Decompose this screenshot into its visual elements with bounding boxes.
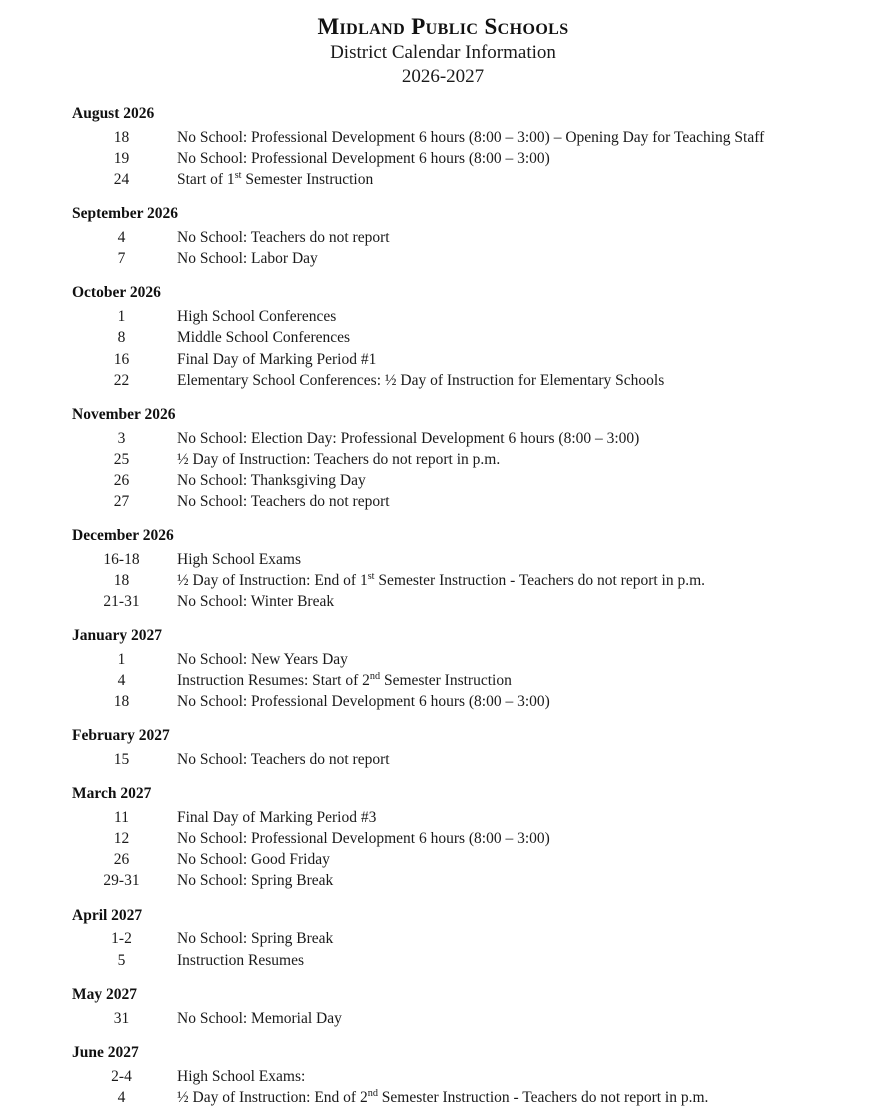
calendar-entry-row [72,870,874,891]
entry-day: 27 [113,492,130,510]
entry-description: Elementary School Conferences: ½ Day of Instruction for Elementary Schools [177,371,665,389]
calendar-entry-row [72,349,874,370]
ordinal-suffix: st [367,570,375,582]
calendar-entry-row [72,828,874,849]
calendar-entry-row [72,370,874,391]
entry-day: 25 [113,450,130,468]
entry-day: 5 [117,951,126,969]
month-heading: April 2027 [72,906,143,924]
entry-day: 22 [113,371,130,389]
entry-day: 31 [113,1009,130,1027]
calendar-entry-row [72,849,874,870]
ordinal-suffix: nd [369,670,381,682]
month-heading: May 2027 [72,985,138,1003]
entry-description: No School: Professional Development 6 hours (8:00 – 3:00) [177,150,550,168]
month-block [72,526,874,612]
entry-day: 4 [117,1088,126,1106]
entry-day: 12 [113,830,130,848]
entry-description: High School Conferences [177,308,337,326]
month-block [72,405,874,512]
entry-description: Instruction Resumes: Start of 2nd Semester Instruction [177,670,512,690]
document-header [0,0,886,88]
entry-day: 18 [113,693,130,711]
entry-description: Start of 1st Semester Instruction [177,170,374,189]
calendar-month-list [0,104,886,1107]
calendar-entry-row [72,691,874,712]
calendar-entry-row [72,470,874,491]
entry-description: ½ Day of Instruction: End of 1st Semester Instruction - Teachers do not report in p.m. [177,570,706,589]
entry-day: 11 [114,809,129,827]
entry-description: Middle School Conferences [177,329,351,347]
entry-description: No School: Teachers do not report [177,492,390,510]
calendar-entry-row [72,148,874,169]
calendar-entry-row [72,591,874,612]
entry-description: No School: Professional Development 6 hours (8:00 – 3:00) [177,693,550,711]
entry-description: No School: Good Friday [177,851,330,869]
calendar-entry-row [72,327,874,348]
calendar-entry-row [72,1008,874,1029]
entry-day: 4 [117,672,126,690]
entry-description: No School: Labor Day [177,250,318,268]
entry-day: 2-4 [111,1067,132,1085]
ordinal-suffix: nd [367,1087,378,1099]
calendar-entry-row [72,169,874,190]
entry-day: 1 [117,308,126,326]
calendar-entry-row [72,649,874,670]
entry-day: 26 [113,471,130,489]
calendar-entry-row [72,449,874,470]
month-heading: June 2027 [72,1043,139,1061]
entry-description: ½ Day of Instruction: Teachers do not report in p.m. [177,450,501,468]
organization-title: Midland Public Schools [317,14,569,39]
school-year: 2026-2027 [401,65,485,87]
calendar-entry-row [72,491,874,512]
entry-day: 21-31 [103,593,140,611]
month-block [72,726,874,770]
month-heading: March 2027 [72,785,152,803]
month-heading: October 2026 [72,284,161,302]
entry-description: No School: Spring Break [177,872,334,890]
calendar-entry-row [72,549,874,570]
calendar-entry-row [72,670,874,691]
calendar-entry-row [72,1087,874,1108]
entry-description: No School: Teachers do not report [177,751,390,769]
entry-day: 19 [113,150,130,168]
month-heading: December 2026 [72,526,174,544]
month-block [72,104,874,190]
entry-day: 16 [113,350,130,368]
entry-day: 7 [117,250,126,268]
calendar-entry-row [72,570,874,591]
calendar-entry-row [72,1066,874,1087]
entry-day: 16-18 [103,550,140,568]
entry-description: No School: Teachers do not report [177,229,390,247]
entry-description: High School Exams: [177,1067,306,1085]
calendar-entry-row [72,749,874,770]
entry-day: 18 [113,129,130,147]
entry-day: 8 [117,329,126,347]
month-block [72,985,874,1029]
month-block [72,626,874,712]
month-heading: November 2026 [72,405,176,423]
calendar-entry-row [72,306,874,327]
month-block [72,204,874,269]
entry-day: 1-2 [111,930,132,948]
entry-description: Final Day of Marking Period #3 [177,809,377,827]
entry-description: No School: Winter Break [177,593,335,611]
entry-day: 26 [113,851,130,869]
entry-description: No School: Thanksgiving Day [177,471,366,489]
calendar-entry-row [72,928,874,949]
calendar-entry-row [72,127,874,148]
month-heading: August 2026 [72,105,155,123]
month-block [72,1043,874,1108]
entry-day: 15 [113,751,130,769]
entry-description: ½ Day of Instruction: End of 2nd Semester Instruction - Teachers do not report in p.m. [177,1087,709,1106]
month-block [72,283,874,390]
entry-description: No School: Professional Development 6 hours (8:00 – 3:00) [177,830,550,848]
month-heading: January 2027 [72,627,162,645]
entry-description: No School: Spring Break [177,930,334,948]
ordinal-suffix: st [234,170,242,182]
entry-day: 24 [113,171,130,189]
calendar-entry-row [72,950,874,971]
entry-description: No School: New Years Day [177,651,348,669]
month-block [72,906,874,971]
entry-description: No School: Election Day: Professional Development 6 hours (8:00 – 3:00) [177,429,640,447]
entry-day: 3 [117,429,126,447]
month-heading: September 2026 [72,205,179,223]
entry-description: No School: Memorial Day [177,1009,342,1027]
document-subtitle: District Calendar Information [330,41,556,63]
entry-description: No School: Professional Development 6 hours (8:00 – 3:00) – Opening Day for Teaching Staff [177,129,765,147]
entry-day: 29-31 [103,872,140,890]
calendar-entry-row [72,428,874,449]
calendar-entry-row [72,227,874,248]
entry-description: Instruction Resumes [177,951,304,969]
calendar-entry-row [72,248,874,269]
month-block [72,784,874,891]
entry-description: Final Day of Marking Period #1 [177,350,377,368]
month-heading: February 2027 [72,727,170,745]
entry-day: 4 [117,229,126,247]
calendar-entry-row [72,807,874,828]
entry-day: 18 [113,571,130,589]
entry-description: High School Exams [177,550,301,568]
entry-day: 1 [117,651,126,669]
